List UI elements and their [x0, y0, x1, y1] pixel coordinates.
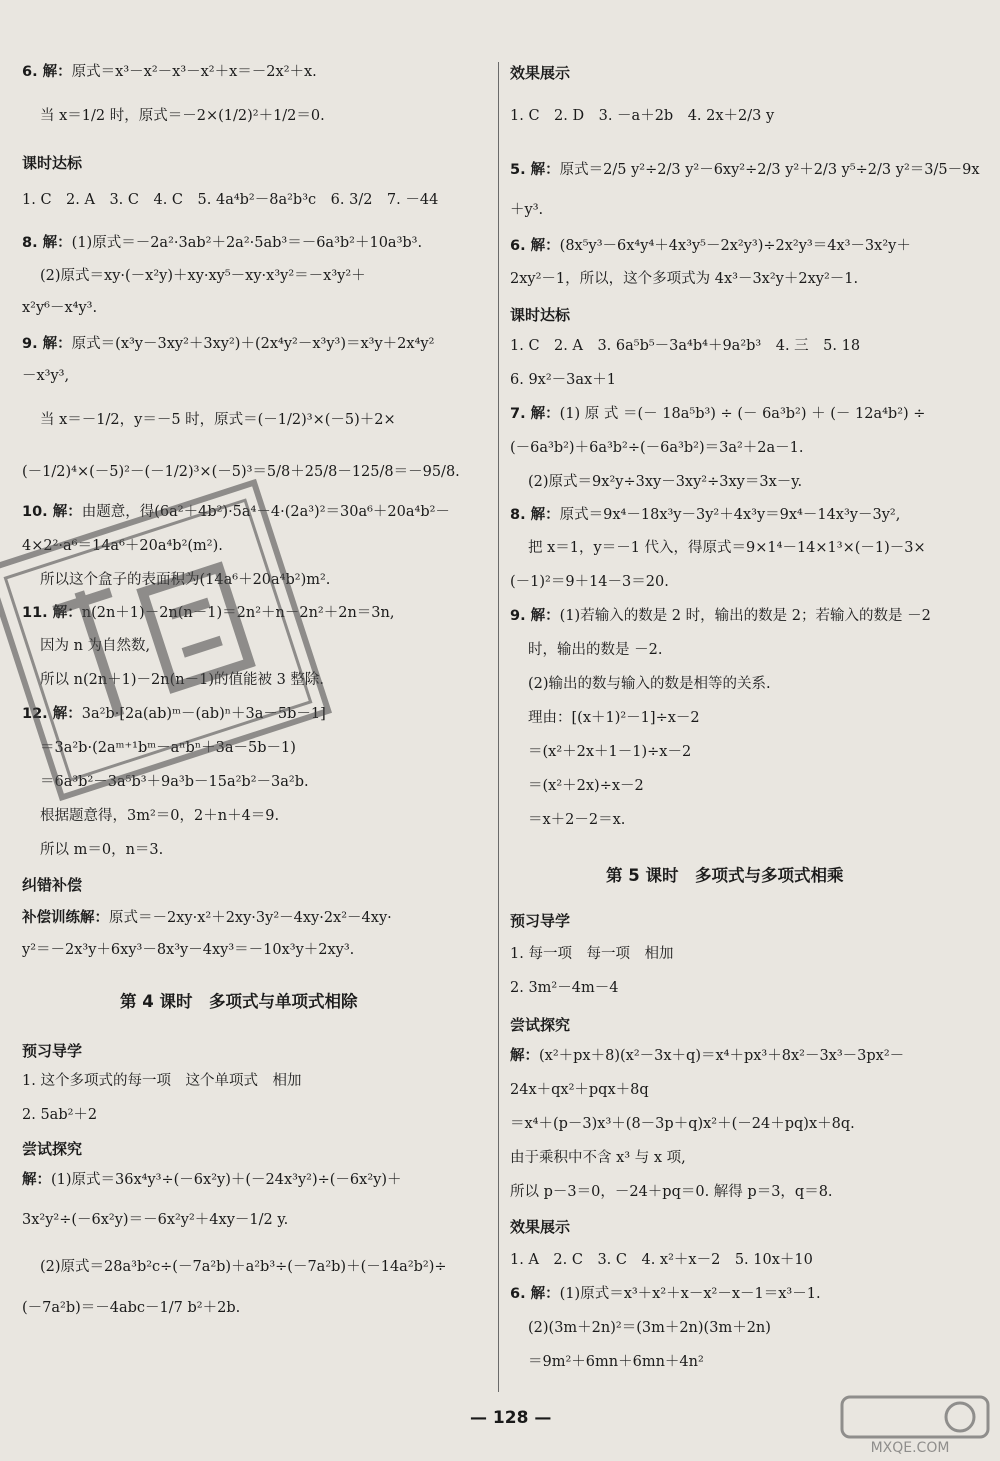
right-line: 1. C 2. A 3. 6a⁵b⁵－3a⁴b⁴＋9a²b³ 4. 三 5. 18	[510, 338, 861, 354]
left-line: 3x²y²÷(－6x²y)＝－6x²y²＋4xy－1/2 y.	[22, 1212, 289, 1228]
left-line: 2. 5ab²＋2	[22, 1107, 98, 1123]
left-line: 12. 解：3a²b·[2a(ab)ᵐ－(ab)ⁿ＋3a－5b－1]	[22, 706, 326, 722]
section-heading: 尝试探究	[22, 1140, 83, 1158]
left-line: 8. 解：(1)原式＝－2a²·3ab²＋2a²·5ab³＝－6a³b²＋10a³b³.	[22, 235, 423, 251]
left-line: 1. 这个多项式的每一项 这个单项式 相加	[22, 1073, 302, 1089]
right-line: ＝x＋2－2＝x.	[528, 812, 626, 828]
right-line: 6. 解：(8x⁵y³－6x⁴y⁴＋4x³y⁵－2x²y³)÷2x²y³＝4x³－3x²y＋	[510, 238, 911, 254]
right-line: 由于乘积中不含 x³ 与 x 项,	[510, 1150, 686, 1166]
left-line: (－1/2)⁴×(－5)²－(－1/2)³×(－5)³＝5/8＋25/8－125/8＝－95/8.	[22, 464, 460, 480]
left-line: 11. 解：n(2n＋1)－2n(n－1)＝2n²＋n－2n²＋2n＝3n,	[22, 605, 395, 621]
left-line: －x³y³,	[22, 368, 70, 384]
right-line: (－6a³b²)＋6a³b²÷(－6a³b²)＝3a²＋2a－1.	[510, 440, 804, 456]
left-line: 解：(1)原式＝36x⁴y³÷(－6x²y)＋(－24x³y²)÷(－6x²y)＋	[22, 1172, 402, 1188]
right-line: ＝9m²＋6mn＋6mn＋4n²	[528, 1354, 704, 1370]
right-line: 24x＋qx²＋pqx＋8q	[510, 1082, 649, 1098]
left-line: x²y⁶－x⁴y³.	[22, 300, 98, 316]
column-divider	[498, 62, 499, 1392]
left-line: 当 x＝1/2 时，原式＝－2×(1/2)²＋1/2＝0.	[40, 108, 325, 124]
page-number: — 128 —	[470, 1408, 552, 1428]
left-line: 4×2²·a⁶＝14a⁶＋20a⁴b²(m²).	[22, 538, 223, 554]
right-line: 8. 解：原式＝9x⁴－18x³y－3y²＋4x³y＝9x⁴－14x³y－3y²,	[510, 507, 901, 523]
right-line: 1. C 2. D 3. －a＋2b 4. 2x＋2/3 y	[510, 108, 775, 124]
section-heading: 课时达标	[510, 306, 571, 324]
right-line: 2. 3m²－4m－4	[510, 980, 619, 996]
right-line: 1. 每一项 每一项 相加	[510, 946, 674, 962]
right-line: 所以 p－3＝0，－24＋pq＝0. 解得 p＝3，q＝8.	[510, 1184, 833, 1200]
right-line: 1. A 2. C 3. C 4. x²＋x－2 5. 10x＋10	[510, 1252, 813, 1268]
left-line: 10. 解：由题意，得(6a²＋4b²)·5a⁴－4·(2a³)²＝30a⁶＋20a⁴b²－	[22, 504, 450, 520]
right-line: 解：(x²＋px＋8)(x²－3x＋q)＝x⁴＋px³＋8x²－3x³－3px²－	[510, 1048, 905, 1064]
lesson-title: 第 5 课时 多项式与多项式相乘	[606, 866, 844, 885]
right-line: ＝x⁴＋(p－3)x³＋(8－3p＋q)x²＋(－24＋pq)x＋8q.	[510, 1116, 855, 1132]
left-line: 9. 解：原式＝(x³y－3xy²＋3xy²)＋(2x⁴y²－x³y³)＝x³y＋2x⁴y²	[22, 336, 435, 352]
right-line: (2)原式＝9x²y÷3xy－3xy²÷3xy＝3x－y.	[528, 474, 803, 490]
left-line: 所以这个盒子的表面积为(14a⁶＋20a⁴b²)m².	[40, 572, 331, 588]
section-heading: 效果展示	[510, 1218, 571, 1236]
site-logo	[840, 1395, 990, 1457]
left-line: (2)原式＝28a³b²c÷(－7a²b)＋a²b³÷(－7a²b)＋(－14a²b²)÷	[40, 1259, 447, 1275]
left-line: 当 x＝－1/2，y＝－5 时，原式＝(－1/2)³×(－5)＋2×	[40, 412, 396, 428]
right-line: 时，输出的数是 －2.	[528, 642, 663, 658]
right-line: ＝(x²＋2x＋1－1)÷x－2	[528, 744, 692, 760]
left-line: (－7a²b)＝－4abc－1/7 b²＋2b.	[22, 1300, 241, 1316]
right-line: (2)(3m＋2n)²＝(3m＋2n)(3m＋2n)	[528, 1320, 771, 1336]
right-line: (－1)²＝9＋14－3＝20.	[510, 574, 669, 590]
left-line: 补偿训练解：原式＝－2xy·x²＋2xy·3y²－4xy·2x²－4xy·	[22, 910, 392, 926]
right-line: ＝(x²＋2x)÷x－2	[528, 778, 644, 794]
section-heading: 纠错补偿	[22, 876, 83, 894]
left-line: 1. C 2. A 3. C 4. C 5. 4a⁴b²－8a²b³c 6. 3/2 7. －44	[22, 192, 439, 208]
left-line: y²＝－2x³y＋6xy³－8x³y－4xy³＝－10x³y＋2xy³.	[22, 942, 355, 958]
left-line: ＝3a²b·(2aᵐ⁺¹bᵐ－aⁿbⁿ＋3a－5b－1)	[40, 740, 296, 756]
section-heading: 课时达标	[22, 154, 83, 172]
section-heading: 尝试探究	[510, 1016, 571, 1034]
svg-text:MXQE.COM: MXQE.COM	[870, 1440, 950, 1456]
left-line: 6. 解：原式＝x³－x²－x³－x²＋x＝－2x²＋x.	[22, 64, 317, 80]
section-heading: 预习导学	[510, 912, 571, 930]
left-line: 所以 m＝0，n＝3.	[40, 842, 164, 858]
right-line: (2)输出的数与输入的数是相等的关系.	[528, 676, 771, 692]
right-line: ＋y³.	[510, 202, 544, 218]
right-line: 理由：[(x＋1)²－1]÷x－2	[528, 710, 700, 726]
right-line: 5. 解：原式＝2/5 y²÷2/3 y²－6xy²÷2/3 y²＋2/3 y⁵÷2/3 y²＝3/5－9x	[510, 162, 980, 178]
right-line: 6. 解：(1)原式＝x³＋x²＋x－x²－x－1＝x³－1.	[510, 1286, 821, 1302]
left-line: 所以 n(2n＋1)－2n(n－1)的值能被 3 整除.	[40, 672, 325, 688]
left-line: 根据题意得，3m²＝0，2＋n＋4＝9.	[40, 808, 280, 824]
right-line: 7. 解：(1) 原 式 ＝(－ 18a⁵b³) ÷ (－ 6a³b²) ＋ (－ 12a⁴b²) ÷	[510, 406, 926, 422]
section-heading: 效果展示	[510, 64, 571, 82]
section-heading: 预习导学	[22, 1042, 83, 1060]
lesson-title: 第 4 课时 多项式与单项式相除	[120, 992, 358, 1011]
right-line: 把 x＝1，y＝－1 代入，得原式＝9×1⁴－14×1³×(－1)－3×	[528, 540, 926, 556]
left-line: ＝6a³b²－3a⁵b³＋9a³b－15a²b²－3a²b.	[40, 774, 309, 790]
right-line: 6. 9x²－3ax＋1	[510, 372, 616, 388]
right-line: 2xy²－1，所以，这个多项式为 4x³－3x²y＋2xy²－1.	[510, 271, 859, 287]
left-line: 因为 n 为自然数,	[40, 638, 151, 654]
left-line: (2)原式＝xy·(－x²y)＋xy·xy⁵－xy·x³y²＝－x³y²＋	[40, 268, 366, 284]
right-line: 9. 解：(1)若输入的数是 2 时，输出的数是 2；若输入的数是 －2	[510, 608, 931, 624]
